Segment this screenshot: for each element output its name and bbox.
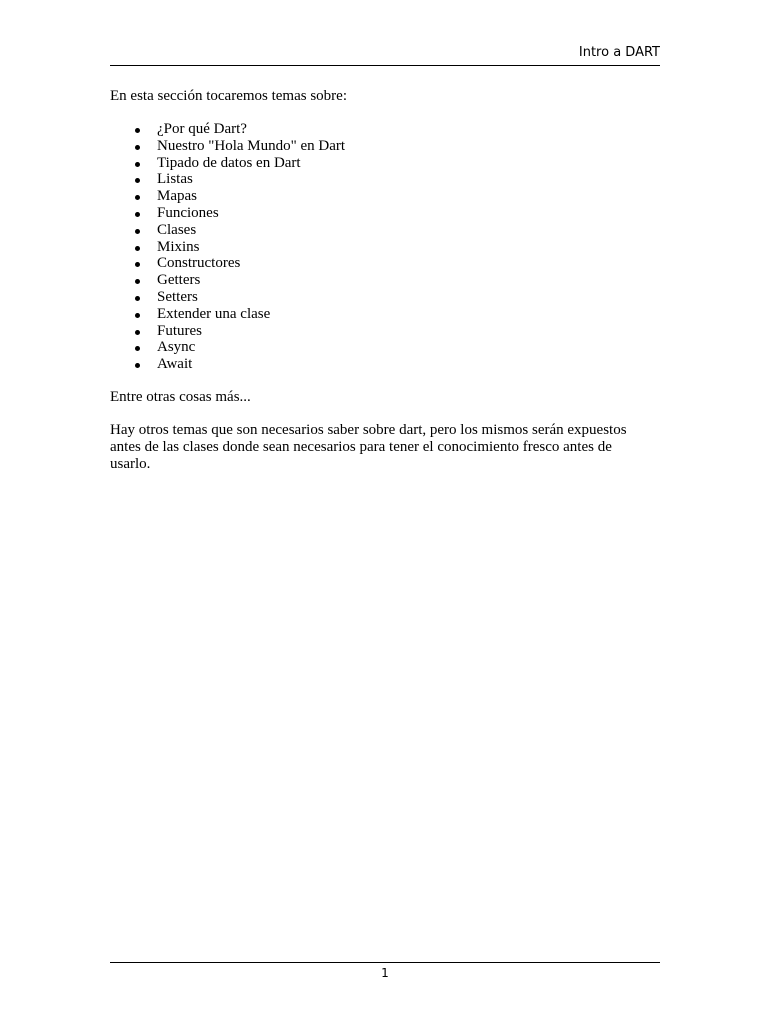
list-item-text: Mapas	[157, 188, 197, 205]
list-item-text: Listas	[157, 171, 193, 188]
list-item	[110, 222, 660, 239]
intro-text: En esta sección tocaremos temas sobre:	[110, 88, 347, 104]
body-paragraph: Hay otros temas que son necesarios saber sobre dart, pero los mismos serán expuestos antes de las clases donde sean necesarios para tener el conocimiento fresco antes de usarlo.	[110, 421, 627, 472]
page-header	[110, 44, 660, 66]
list-item-text: Tipado de datos en Dart	[157, 154, 301, 171]
list-item	[110, 155, 660, 172]
bullet-icon	[135, 363, 140, 368]
list-item	[110, 239, 660, 256]
list-item-text: Nuestro "Hola Mundo" en Dart	[157, 137, 346, 154]
list-item-text: Async	[157, 339, 196, 356]
bullet-icon	[135, 178, 140, 183]
list-item-text: Extender una clase	[157, 305, 271, 322]
document-body	[110, 88, 660, 473]
bullet-icon	[135, 262, 140, 267]
page-number: 1	[381, 966, 389, 980]
list-item	[110, 205, 660, 222]
list-item-text: Funciones	[157, 204, 219, 221]
list-item	[110, 171, 660, 188]
list-item-text: Constructores	[157, 255, 241, 272]
bullet-icon	[135, 128, 140, 133]
list-item-text: Mixins	[157, 238, 200, 255]
bullet-icon	[135, 346, 140, 351]
list-item-text: Clases	[157, 221, 197, 238]
bullet-icon	[135, 279, 140, 284]
bullet-icon	[135, 145, 140, 150]
list-item	[110, 289, 660, 306]
list-item-text: Setters	[157, 288, 198, 305]
bullet-icon	[135, 246, 140, 251]
bullet-icon	[135, 313, 140, 318]
bullet-icon	[135, 195, 140, 200]
list-item	[110, 339, 660, 356]
list-item	[110, 356, 660, 373]
list-item	[110, 138, 660, 155]
list-item	[110, 121, 660, 138]
list-item-text: Futures	[157, 322, 202, 339]
header-title: Intro a DART	[578, 45, 660, 60]
list-item-text: ¿Por qué Dart?	[157, 121, 247, 137]
bullet-icon	[135, 330, 140, 335]
topic-list	[110, 121, 660, 373]
list-item	[110, 255, 660, 272]
closing-text: Entre otras cosas más...	[110, 388, 251, 405]
list-item-text: Await	[157, 356, 193, 373]
list-item	[110, 323, 660, 340]
list-item	[110, 306, 660, 323]
list-item	[110, 272, 660, 289]
list-item-text: Getters	[157, 272, 201, 289]
bullet-icon	[135, 296, 140, 301]
page-footer	[110, 962, 660, 982]
bullet-icon	[135, 162, 140, 167]
bullet-icon	[135, 229, 140, 234]
bullet-icon	[135, 212, 140, 217]
list-item	[110, 188, 660, 205]
